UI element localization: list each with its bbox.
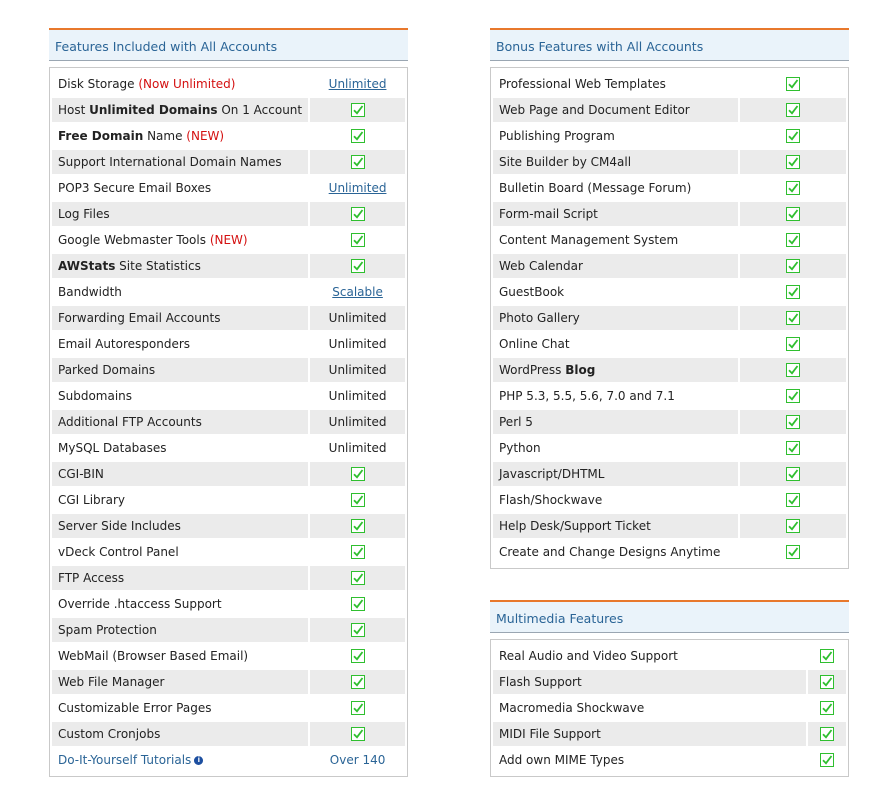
feature-row: [52, 280, 405, 304]
feature-text: Unlimited Domains: [89, 103, 218, 117]
feature-value: [806, 670, 846, 694]
feature-value: [806, 748, 846, 772]
feature-text: POP3 Secure Email Boxes: [58, 181, 212, 195]
feature-row: [493, 202, 846, 226]
feature-value: [738, 98, 846, 122]
feature-text: Javascript/DHTML: [499, 467, 605, 481]
feature-row: [493, 124, 846, 148]
feature-text: Web File Manager: [58, 675, 165, 689]
check-icon: [351, 155, 365, 169]
feature-label: [52, 644, 308, 668]
feature-label: [493, 176, 738, 200]
feature-label: [493, 306, 738, 330]
feature-label: [493, 696, 806, 720]
feature-label: [493, 670, 806, 694]
feature-row: [493, 722, 846, 746]
feature-value: [308, 176, 405, 200]
feature-value: [308, 670, 405, 694]
check-icon: [786, 233, 800, 247]
feature-label: [52, 462, 308, 486]
feature-value: [738, 384, 846, 408]
feature-text: Blog: [565, 363, 596, 377]
check-icon: [351, 545, 365, 559]
feature-row: [493, 384, 846, 408]
feature-text: Site Statistics: [115, 259, 201, 273]
feature-text: Flash Support: [499, 675, 582, 689]
feature-value: [738, 436, 846, 460]
check-icon: [786, 467, 800, 481]
feature-text: Subdomains: [58, 389, 133, 403]
feature-value: [308, 280, 405, 304]
feature-value: [738, 410, 846, 434]
bonus-features-title: Bonus Features with All Accounts: [490, 28, 849, 61]
feature-value: [738, 124, 846, 148]
feature-label: [52, 696, 308, 720]
value-text: Unlimited: [328, 363, 387, 377]
feature-text: MySQL Databases: [58, 441, 167, 455]
feature-label: [52, 254, 308, 278]
feature-row: [493, 410, 846, 434]
feature-text: Professional Web Templates: [499, 77, 666, 91]
feature-text: AWStats: [58, 259, 116, 273]
feature-value: [308, 72, 405, 96]
bonus-features-table-wrap: [490, 67, 849, 569]
check-icon: [786, 311, 800, 325]
feature-value: [806, 696, 846, 720]
feature-text: Parked Domains: [58, 363, 156, 377]
feature-value: [308, 462, 405, 486]
feature-value: [738, 306, 846, 330]
feature-row: [52, 202, 405, 226]
feature-value: [308, 124, 405, 148]
feature-value: [738, 540, 846, 564]
feature-value: [308, 202, 405, 226]
features-included-table-wrap: [49, 67, 408, 777]
check-icon: [786, 441, 800, 455]
feature-text: Free Domain: [58, 129, 144, 143]
feature-text: Create and Change Designs Anytime: [499, 545, 721, 559]
feature-row: [52, 384, 405, 408]
feature-label: [493, 644, 806, 668]
new-badge: (NEW): [186, 129, 225, 143]
feature-value: [806, 644, 846, 668]
feature-label: [52, 722, 308, 746]
feature-label: [52, 228, 308, 252]
feature-label: [52, 670, 308, 694]
feature-value: [308, 358, 405, 382]
feature-label: [52, 176, 308, 200]
check-icon: [786, 77, 800, 91]
check-icon: [786, 259, 800, 273]
check-icon: [351, 259, 365, 273]
feature-text: FTP Access: [58, 571, 125, 585]
feature-label: [52, 410, 308, 434]
check-icon: [351, 519, 365, 533]
check-icon: [351, 675, 365, 689]
feature-label: [493, 124, 738, 148]
check-icon: [820, 649, 834, 663]
check-icon: [351, 493, 365, 507]
feature-value: [738, 514, 846, 538]
feature-value: [308, 306, 405, 330]
feature-row: [52, 124, 405, 148]
feature-row: [52, 566, 405, 590]
feature-row: [493, 306, 846, 330]
check-icon: [786, 337, 800, 351]
feature-row: [493, 332, 846, 356]
feature-label: [52, 358, 308, 382]
feature-value: [738, 462, 846, 486]
check-icon: [351, 129, 365, 143]
feature-value: [738, 332, 846, 356]
feature-label: [493, 722, 806, 746]
feature-text: Support International Domain Names: [58, 155, 282, 169]
check-icon: [786, 129, 800, 143]
multimedia-features-table-wrap: [490, 639, 849, 777]
feature-label: [493, 150, 738, 174]
feature-value: [738, 358, 846, 382]
feature-row: [52, 462, 405, 486]
check-icon: [786, 363, 800, 377]
feature-text: Python: [499, 441, 541, 455]
feature-label: [52, 332, 308, 356]
feature-value: [308, 332, 405, 356]
feature-value: [738, 176, 846, 200]
feature-text: CGI-BIN: [58, 467, 104, 481]
feature-text: Custom Cronjobs: [58, 727, 161, 741]
feature-label: [493, 410, 738, 434]
feature-value: [308, 384, 405, 408]
feature-text: Email Autoresponders: [58, 337, 191, 351]
feature-value: [308, 514, 405, 538]
features-included-table: [52, 70, 405, 774]
feature-text: Forwarding Email Accounts: [58, 311, 221, 325]
value-text: Unlimited: [328, 441, 387, 455]
feature-text: Macromedia Shockwave: [499, 701, 645, 715]
feature-row: [493, 176, 846, 200]
check-icon: [351, 649, 365, 663]
feature-text: WordPress: [499, 363, 566, 377]
feature-value: [308, 644, 405, 668]
feature-label: [52, 98, 308, 122]
check-icon: [820, 753, 834, 767]
feature-label: [52, 202, 308, 226]
feature-row: [493, 748, 846, 772]
feature-value: [738, 280, 846, 304]
value-link[interactable]: Scalable: [332, 285, 383, 299]
bonus-features-table: [493, 70, 846, 566]
check-icon: [786, 545, 800, 559]
check-icon: [786, 415, 800, 429]
feature-value: [308, 748, 405, 772]
feature-row: [52, 670, 405, 694]
feature-text: Publishing Program: [499, 129, 615, 143]
feature-text: Real Audio and Video Support: [499, 649, 678, 663]
feature-text: On 1 Account: [217, 103, 303, 117]
feature-value: [308, 618, 405, 642]
feature-row: [493, 228, 846, 252]
check-icon: [351, 467, 365, 481]
multimedia-features-panel: [490, 600, 849, 777]
feature-row: [52, 618, 405, 642]
feature-label: [493, 98, 738, 122]
feature-label: [493, 332, 738, 356]
feature-value: [738, 202, 846, 226]
check-icon: [351, 727, 365, 741]
check-icon: [820, 701, 834, 715]
feature-row: [52, 514, 405, 538]
feature-text: Web Page and Document Editor: [499, 103, 690, 117]
feature-row: [52, 228, 405, 252]
feature-row: [493, 644, 846, 668]
feature-value: [308, 566, 405, 590]
feature-label: [493, 202, 738, 226]
feature-text: GuestBook: [499, 285, 565, 299]
value-text: Unlimited: [328, 389, 387, 403]
feature-row: [52, 644, 405, 668]
feature-value: [738, 488, 846, 512]
feature-text: Help Desk/Support Ticket: [499, 519, 651, 533]
feature-label: [493, 358, 738, 382]
feature-label: [52, 436, 308, 460]
feature-text: Additional FTP Accounts: [58, 415, 202, 429]
value-text: Unlimited: [328, 415, 387, 429]
feature-row: [493, 436, 846, 460]
value-text: Unlimited: [328, 337, 387, 351]
feature-row: [52, 488, 405, 512]
feature-value: [738, 228, 846, 252]
feature-text: Web Calendar: [499, 259, 583, 273]
feature-text: Online Chat: [499, 337, 570, 351]
value-text: Over 140: [329, 753, 386, 767]
feature-label: [52, 592, 308, 616]
feature-text: Bandwidth: [58, 285, 122, 299]
feature-row: [52, 722, 405, 746]
feature-row: [52, 592, 405, 616]
check-icon: [351, 623, 365, 637]
feature-row: [493, 670, 846, 694]
feature-text: WebMail (Browser Based Email): [58, 649, 249, 663]
feature-text: Spam Protection: [58, 623, 157, 637]
feature-row: [52, 72, 405, 96]
check-icon: [786, 207, 800, 221]
feature-label: [52, 514, 308, 538]
feature-text: Disk Storage: [58, 77, 139, 91]
feature-row: [493, 514, 846, 538]
feature-text: Site Builder by CM4all: [499, 155, 632, 169]
feature-label: [52, 150, 308, 174]
feature-text: CGI Library: [58, 493, 125, 507]
feature-row: [493, 280, 846, 304]
check-icon: [786, 285, 800, 299]
multimedia-features-title: Multimedia Features: [490, 600, 849, 633]
feature-value: [308, 410, 405, 434]
feature-value: [308, 228, 405, 252]
feature-label: [493, 228, 738, 252]
check-icon: [351, 701, 365, 715]
feature-text: Add own MIME Types: [499, 753, 625, 767]
bonus-features-panel: [490, 28, 849, 569]
feature-row: [52, 540, 405, 564]
feature-label: [52, 488, 308, 512]
feature-text: Perl 5: [499, 415, 533, 429]
feature-text: Form-mail Script: [499, 207, 598, 221]
feature-text: Google Webmaster Tools: [58, 233, 210, 247]
check-icon: [786, 493, 800, 507]
feature-label: [493, 384, 738, 408]
new-badge: (Now Unlimited): [138, 77, 236, 91]
feature-row: [493, 358, 846, 382]
new-badge: (NEW): [209, 233, 248, 247]
feature-text[interactable]: Do-It-Yourself Tutorials: [58, 753, 192, 767]
feature-row: [52, 696, 405, 720]
feature-value: [308, 488, 405, 512]
feature-text: PHP 5.3, 5.5, 5.6, 7.0 and 7.1: [499, 389, 675, 403]
feature-label: [52, 748, 308, 772]
feature-text: Customizable Error Pages: [58, 701, 212, 715]
info-icon[interactable]: i: [194, 756, 203, 765]
feature-label: [52, 280, 308, 304]
feature-value: [308, 98, 405, 122]
feature-label: [52, 566, 308, 590]
feature-text: vDeck Control Panel: [58, 545, 179, 559]
feature-label: [493, 488, 738, 512]
feature-row: [52, 410, 405, 434]
check-icon: [351, 233, 365, 247]
check-icon: [351, 103, 365, 117]
feature-row: [493, 254, 846, 278]
feature-row: [52, 332, 405, 356]
feature-row: [493, 150, 846, 174]
feature-label: [52, 618, 308, 642]
features-included-title: Features Included with All Accounts: [49, 28, 408, 61]
feature-label: [493, 462, 738, 486]
feature-text: Name: [143, 129, 187, 143]
feature-value: [738, 72, 846, 96]
feature-label: [52, 124, 308, 148]
feature-row: [493, 696, 846, 720]
feature-label: [493, 514, 738, 538]
check-icon: [351, 571, 365, 585]
feature-value: [738, 254, 846, 278]
feature-label: [493, 254, 738, 278]
feature-text: Bulletin Board (Message Forum): [499, 181, 692, 195]
feature-row: [52, 150, 405, 174]
feature-value: [308, 540, 405, 564]
feature-row: [52, 436, 405, 460]
feature-text: Content Management System: [499, 233, 679, 247]
feature-label: [493, 280, 738, 304]
value-text: Unlimited: [328, 311, 387, 325]
feature-row: [493, 462, 846, 486]
check-icon: [351, 207, 365, 221]
feature-text: Log Files: [58, 207, 110, 221]
feature-row: [52, 748, 405, 772]
feature-row: [52, 254, 405, 278]
feature-value: [308, 696, 405, 720]
feature-text: Photo Gallery: [499, 311, 580, 325]
feature-row: [493, 488, 846, 512]
check-icon: [820, 675, 834, 689]
feature-label: [52, 384, 308, 408]
multimedia-features-table: [493, 642, 846, 774]
feature-value: [308, 592, 405, 616]
feature-label: [52, 540, 308, 564]
feature-text: Override .htaccess Support: [58, 597, 222, 611]
feature-value: [308, 722, 405, 746]
feature-label: [52, 306, 308, 330]
feature-row: [493, 72, 846, 96]
feature-label: [493, 748, 806, 772]
feature-value: [308, 254, 405, 278]
feature-value: [308, 436, 405, 460]
feature-text: MIDI File Support: [499, 727, 601, 741]
check-icon: [351, 597, 365, 611]
feature-label: [52, 72, 308, 96]
feature-row: [52, 98, 405, 122]
feature-row: [493, 540, 846, 564]
feature-label: [493, 540, 738, 564]
feature-label: [493, 436, 738, 460]
feature-text: Server Side Includes: [58, 519, 181, 533]
feature-text: Host: [58, 103, 90, 117]
feature-row: [52, 358, 405, 382]
check-icon: [786, 519, 800, 533]
check-icon: [786, 181, 800, 195]
feature-value: [308, 150, 405, 174]
check-icon: [820, 727, 834, 741]
features-included-panel: [49, 28, 408, 777]
value-link[interactable]: Unlimited: [328, 181, 387, 195]
feature-row: [52, 176, 405, 200]
check-icon: [786, 103, 800, 117]
value-link[interactable]: Unlimited: [328, 77, 387, 91]
feature-text: Flash/Shockwave: [499, 493, 603, 507]
feature-label: [493, 72, 738, 96]
check-icon: [786, 155, 800, 169]
feature-value: [738, 150, 846, 174]
check-icon: [786, 389, 800, 403]
feature-value: [806, 722, 846, 746]
feature-row: [493, 98, 846, 122]
feature-row: [52, 306, 405, 330]
